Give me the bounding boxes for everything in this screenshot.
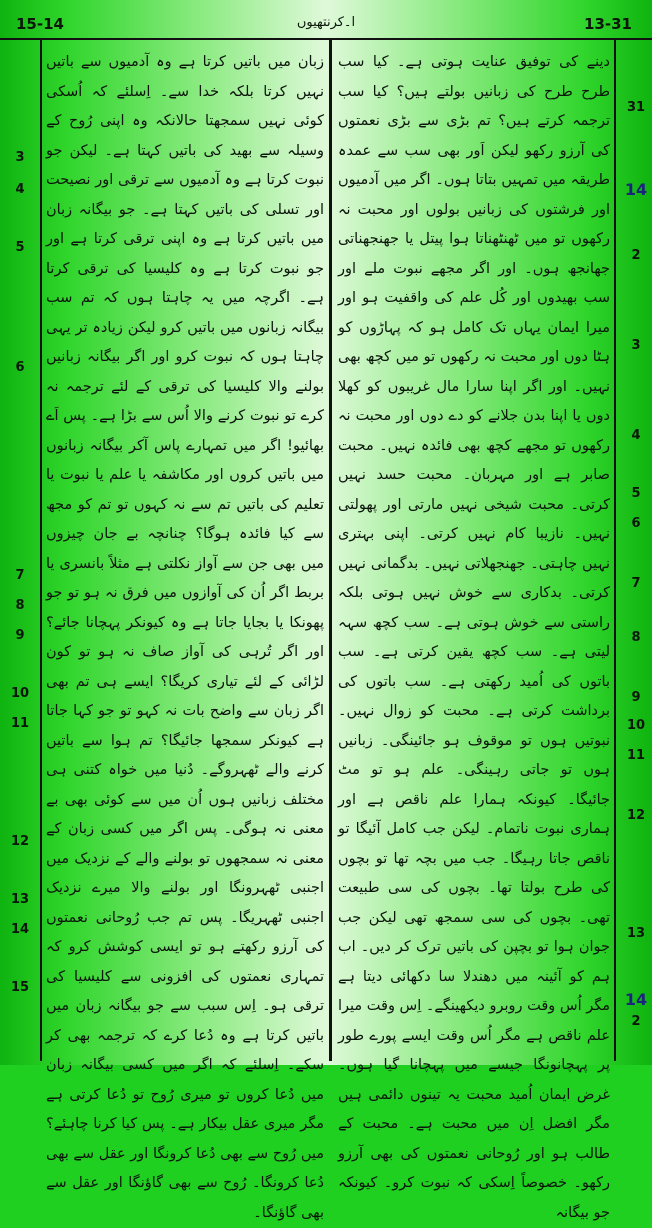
- verse-number: 14: [10, 922, 30, 937]
- column-text: زبان میں باتیں کرتا ہے وہ آدمیوں سے باتیں نہیں کرتا بلکہ خدا سے۔ اِسلئے کہ اُسکی کوئی نہیں سمجھتا حالانکہ وہ اپنی رُوح کے وسیلہ سے بھید کی باتیں کہتا ہے۔ لیکن جو نبوت کرتا ہے وہ آدمیوں سے ترقی اور نصیحت اور تسلی کی باتیں کہتا ہے۔ جو بیگانہ زبان میں باتیں کرتا ہے وہ اپنی ترقی کرتا ہے اور جو نبوت کرتا ہے وہ کلیسیا کی ترقی کرتا ہے۔ اگرچہ میں یہ چاہتا ہوں کہ تم سب بیگانہ زبانوں میں باتیں کرو لیکن زیادہ تر یہی چاہتا ہوں کہ نبوت کرو اور اگر بیگانہ زبانیں بولنے والا کلیسیا کی ترقی کے لئے ترجمہ نہ کرے تو نبوت کرنے والا اُس سے بڑا ہے۔ پس اَے بھائیو! اگر میں تمہارے پاس آکر بیگانہ زبانوں میں باتیں کروں اور مکاشفہ یا علم یا نبوت یا تعلیم کی باتیں تم سے نہ کہوں تو تم کو مجھ سے کیا فائدہ ہوگا؟ چنانچہ بے جان چیزوں میں بھی جن سے آواز نکلتی ہے مثلاً بانسری یا بربط اگر اُن کی آوازوں میں فرق نہ ہو تو جو پھونکا یا بجایا جاتا ہے وہ کیونکر پہچانا جائے؟ اور اگر تُرہی کی آواز صاف نہ ہو تو کون لڑائی کے لئے تیاری کریگا؟ ایسے ہی تم بھی اگر زبان سے واضح بات نہ کہو تو جو کہا جاتا ہے کیونکر سمجھا جائیگا؟ تم ہوا سے باتیں کرنے والے ٹھہروگے۔ دُنیا میں خواہ کتنی ہی مختلف زبانیں ہوں اُن میں سے کوئی بھی بے معنی نہ ہوگی۔ پس اگر میں کسی زبان کے معنی نہ سمجھوں تو بولنے والے کے نزدیک میں اجنبی ٹھہرونگا اور بولنے والا میرے نزدیک اجنبی ٹھہریگا۔ پس تم جب رُوحانی نعمتوں کی آرزو رکھتے ہو تو ایسی کوشش کرو کہ تمہاری نعمتوں کی افزونی سے کلیسیا کی ترقی ہو۔ اِس سبب سے جو بیگانہ زبان میں باتیں کرتا ہے وہ دُعا کرے کہ ترجمہ بھی کر سکے۔ اِسلئے کہ اگر میں کسی بیگانہ زبان میں دُعا کروں تو میری رُوح تو دُعا کرتی ہے مگر میری عقل بیکار ہے۔ پس کیا کرنا چاہئے؟ میں رُوح سے بھی دُعا کرونگا اور عقل سے بھی دُعا کرونگا۔ رُوح سے بھی گاؤنگا اور عقل سے بھی گاؤنگا۔: [46, 54, 324, 1221]
- verse-number: 10: [10, 686, 30, 701]
- verse-number: 3: [631, 338, 641, 353]
- verse-number: 13: [10, 892, 30, 907]
- left-margin-rule: [40, 40, 42, 1061]
- page-range-left: 15-14: [16, 15, 64, 33]
- verse-number: 10: [626, 718, 646, 733]
- verse-number: 4: [15, 182, 25, 197]
- verse-number: 7: [631, 576, 641, 591]
- right-margin-rule: [614, 40, 616, 1061]
- verse-number: 3: [15, 150, 25, 165]
- page-header: [0, 12, 652, 40]
- verse-number: 5: [631, 486, 641, 501]
- verse-number: 4: [631, 428, 641, 443]
- verse-number: 7: [15, 568, 25, 583]
- verse-number: 6: [15, 360, 25, 375]
- column-divider: [329, 40, 332, 1061]
- verse-number: 8: [15, 598, 25, 613]
- verse-number: 13: [626, 926, 646, 941]
- verse-number: 12: [626, 808, 646, 823]
- verse-number: 5: [15, 240, 25, 255]
- chapter-number: 14: [624, 990, 648, 1009]
- column-text: دینے کی توفیق عنایت ہوتی ہے۔ کیا سب طرح طرح کی زبانیں بولتے ہیں؟ کیا سب ترجمہ کرتے ہیں؟ تم بڑی سے بڑی نعمتوں کی آرزو رکھو لیکن اَور بھی سب سے عمدہ طریقہ میں تمہیں بتاتا ہوں۔ اگر میں آدمیوں اور فرشتوں کی زبانیں بولوں اور محبت نہ رکھوں تو میں ٹھنٹھناتا ہوا پیتل یا جھنجھناتی جھانجھ ہوں۔ اور اگر مجھے نبوت ملے اور سب بھیدوں اور کُل علم کی واقفیت ہو اور میرا ایمان یہاں تک کامل ہو کہ پہاڑوں کو ہٹا دوں اور محبت نہ رکھوں تو میں کچھ بھی نہیں۔ اور اگر اپنا سارا مال غریبوں کو کھلا دوں یا اپنا بدن جلانے کو دے دوں اور محبت نہ رکھوں تو مجھے کچھ بھی فائدہ نہیں۔ محبت صابر ہے اور مہربان۔ محبت حسد نہیں کرتی۔ محبت شیخی نہیں مارتی اور پھولتی نہیں۔ نازیبا کام نہیں کرتی۔ اپنی بہتری نہیں چاہتی۔ جھنجھلاتی نہیں۔ بدگمانی نہیں کرتی۔ بدکاری سے خوش نہیں ہوتی بلکہ راستی سے خوش ہوتی ہے۔ سب کچھ سہہ لیتی ہے۔ سب کچھ یقین کرتی ہے۔ سب باتوں کی اُمید رکھتی ہے۔ سب باتوں کی برداشت کرتی ہے۔ محبت کو زوال نہیں۔ نبوتیں ہوں تو موقوف ہو جائینگی۔ زبانیں ہوں تو جاتی رہینگی۔ علم ہو تو مٹ جائیگا۔ کیونکہ ہمارا علم ناقص ہے اور ہماری نبوت ناتمام۔ لیکن جب کامل آئیگا تو ناقص جاتا رہیگا۔ جب میں بچہ تھا تو بچوں کی طرح بولتا تھا۔ بچوں کی سی طبیعت تھی۔ بچوں کی سی سمجھ تھی لیکن جب جوان ہوا تو بچپن کی باتیں ترک کر دیں۔ اب ہم کو آئینہ میں دھندلا سا دکھائی دیتا ہے مگر اُس وقت روبرو دیکھینگے۔ اِس وقت میرا علم ناقص ہے مگر اُس وقت ایسے پورے طور پر پہچانونگا جیسے میں پہچانا گیا ہوں۔ غرض ایمان اُمید محبت یہ تینوں دائمی ہیں مگر افضل اِن میں محبت ہے۔ محبت کے طالب ہو اور رُوحانی نعمتوں کی بھی آرزو رکھو۔ خصوصاً اِسکی کہ نبوت کرو۔ کیونکہ جو بیگانہ: [338, 54, 610, 1221]
- verse-number: 8: [631, 630, 641, 645]
- verse-number: 11: [10, 716, 30, 731]
- verse-number: 9: [15, 628, 25, 643]
- chapter-number: 14: [624, 180, 648, 199]
- text-column-right: [338, 48, 610, 1228]
- verse-number: 12: [10, 834, 30, 849]
- verse-number: 15: [10, 980, 30, 995]
- book-title: ا۔کرنتھیوں: [296, 15, 356, 30]
- verse-number: 11: [626, 748, 646, 763]
- text-column-left: [46, 48, 324, 1228]
- verse-number: 2: [631, 248, 641, 263]
- verse-number: 2: [631, 1014, 641, 1029]
- verse-number: 9: [631, 690, 641, 705]
- page-range-right: 13-31: [584, 15, 632, 33]
- verse-number: 6: [631, 516, 641, 531]
- verse-number: 31: [626, 100, 646, 115]
